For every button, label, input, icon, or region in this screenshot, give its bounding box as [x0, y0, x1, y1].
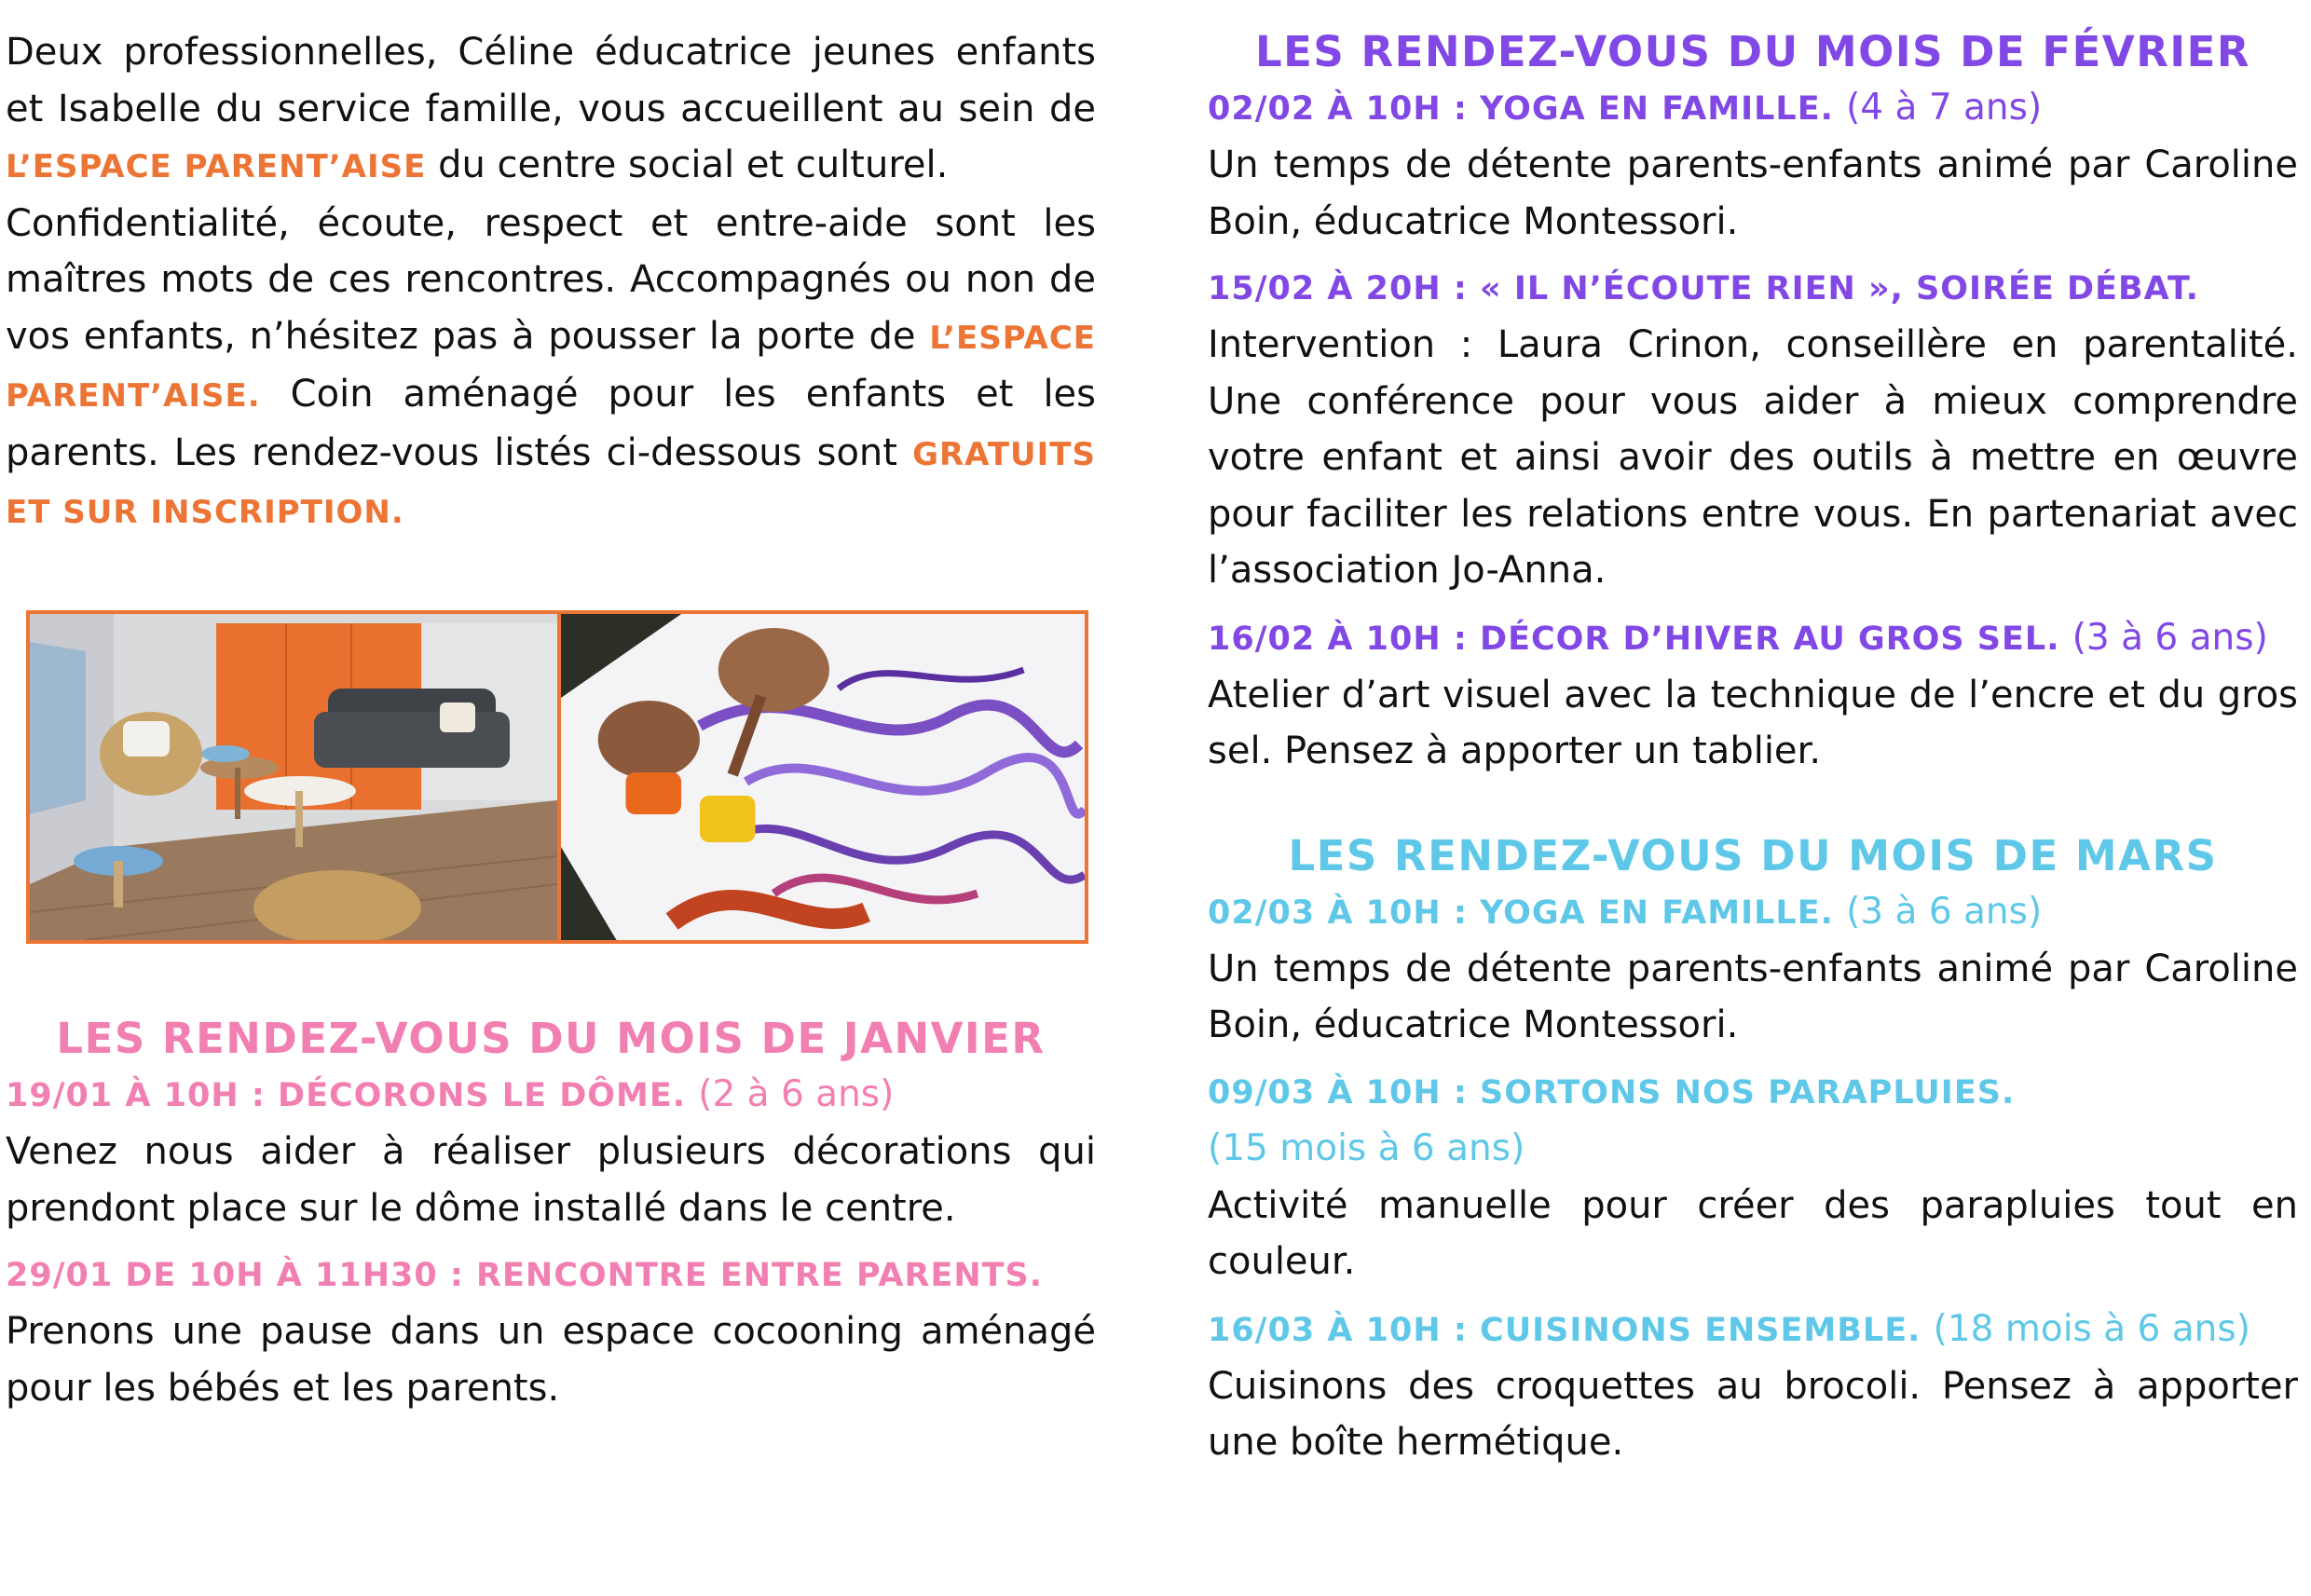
event-item [6, 1248, 1096, 1416]
event-heading [6, 1248, 1096, 1303]
janvier-title: LES RENDEZ-VOUS DU MOIS DE JANVIER [56, 1014, 1046, 1063]
intro-text: Deux professionnelles, Céline éducatrice jeunes enfants et Isabelle du service famille, vous accueillent au sein de [6, 31, 1096, 130]
intro-paragraph-2 [6, 196, 1096, 541]
event-item [1208, 1065, 2298, 1290]
fevrier-section [1208, 24, 2298, 780]
mars-section [1208, 828, 2298, 1471]
event-item [1208, 80, 2298, 250]
event-heading [1208, 1302, 2298, 1358]
event-item [1208, 261, 2298, 599]
event-heading [1208, 80, 2298, 137]
event-age: (4 à 7 ans) [1846, 87, 2043, 129]
event-description: Un temps de détente parents-enfants animé par Caroline Boin, éducatrice Montessori. [1208, 947, 2298, 1046]
right-column [1208, 0, 2298, 1482]
event-age: (3 à 6 ans) [2072, 616, 2268, 659]
event-heading [1208, 884, 2298, 941]
intro-text: Coin aménagé pour les enfants et les parents. Les rendez-vous listés ci-dessous sont [6, 373, 1096, 474]
event-title: 19/01 À 10H : DÉCORONS LE DÔME. [6, 1077, 687, 1114]
event-title: 02/02 À 10H : YOGA EN FAMILLE. [1208, 90, 1834, 128]
event-age: (18 mois à 6 ans) [1933, 1307, 2250, 1350]
event-item [6, 1067, 1096, 1236]
photo-strip [26, 610, 1088, 944]
painting-activity-photo [561, 614, 1085, 940]
event-heading [1208, 610, 2298, 667]
event-age: (15 mois à 6 ans) [1208, 1126, 1525, 1169]
event-description: Prenons une pause dans un espace cocooning aménagé pour les bébés et les parents. [6, 1310, 1096, 1410]
lounge-photo [30, 614, 557, 940]
intro-text: du centre social et culturel. [426, 143, 949, 186]
espace-parentaise-label: L’ESPACE PARENT’AISE. [6, 319, 1096, 415]
left-column [6, 0, 1096, 541]
event-heading [1208, 261, 2298, 317]
event-heading [1208, 1065, 2298, 1178]
event-description: Cuisinons des croquettes au brocoli. Pensez à apporter une boîte hermétique. [1208, 1364, 2298, 1464]
event-item [1208, 1302, 2298, 1471]
free-registration-label: GRATUITS ET SUR INSCRIPTION. [6, 435, 1096, 531]
event-item [1208, 884, 2298, 1054]
event-age: (3 à 6 ans) [1846, 890, 2043, 933]
event-description: Un temps de détente parents-enfants animé par Caroline Boin, éducatrice Montessori. [1208, 143, 2298, 243]
espace-parentaise-label: L’ESPACE PARENT’AISE [6, 148, 427, 185]
event-age: (2 à 6 ans) [698, 1073, 895, 1115]
intro-text: Confidentialité, écoute, respect et entre-aide sont les maîtres mots de ces rencontres. Accompagnés ou non de vos enfants, n’hésitez pas à pousser la porte de [6, 201, 1096, 358]
event-title: 09/03 À 10H : SORTONS NOS PARAPLUIES. [1208, 1073, 2016, 1112]
event-heading [6, 1067, 1096, 1124]
event-description: Atelier d’art visuel avec la technique de l’encre et du gros sel. Pensez à apporter un tablier. [1208, 673, 2298, 772]
intro-paragraph-1 [6, 24, 1096, 196]
event-title: 29/01 DE 10H À 11H30 : RENCONTRE ENTRE PARENTS. [6, 1257, 1044, 1294]
event-title: 02/03 À 10H : YOGA EN FAMILLE. [1208, 893, 1834, 932]
event-description: Venez nous aider à réaliser plusieurs décorations qui prendont place sur le dôme installé dans le centre. [6, 1130, 1096, 1230]
event-item [1208, 610, 2298, 780]
event-title: 15/02 À 20H : « IL N’ÉCOUTE RIEN », SOIRÉE DÉBAT. [1208, 270, 2199, 307]
event-title: 16/02 À 10H : DÉCOR D’HIVER AU GROS SEL. [1208, 620, 2060, 658]
janvier-section [6, 1011, 1096, 1427]
fevrier-title: LES RENDEZ-VOUS DU MOIS DE FÉVRIER [1254, 27, 2251, 76]
event-description: Activité manuelle pour créer des parapluies tout en couleur. [1208, 1183, 2298, 1283]
event-description: Intervention : Laura Crinon, conseillère en parentalité. Une conférence pour vous aider à mieux comprendre votre enfant et ainsi avoir des outils à mettre en œuvre pour faciliter les relations entre vous. En partenariat avec l’association Jo-Anna. [1208, 323, 2298, 592]
event-title: 16/03 À 10H : CUISINONS ENSEMBLE. [1208, 1311, 1921, 1349]
mars-title: LES RENDEZ-VOUS DU MOIS DE MARS [1288, 830, 2218, 880]
